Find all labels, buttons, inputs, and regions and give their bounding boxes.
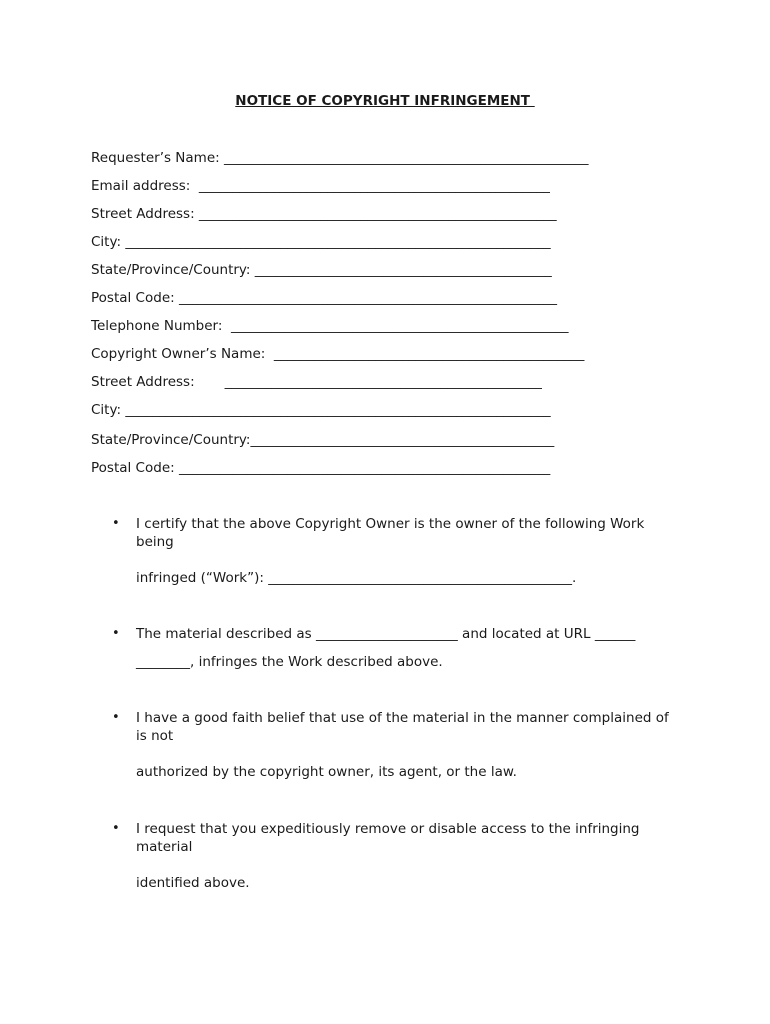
field-owner-state-province-country[interactable]: State/Province/Country:_____________________________________________ bbox=[91, 432, 555, 448]
material-described-line[interactable]: The material described as _____________________ and located at URL ______ bbox=[136, 626, 636, 642]
good-faith-belief-text: I have a good faith belief that use of the material in the manner complained of is not bbox=[136, 710, 669, 744]
field-copyright-owner-name[interactable]: Copyright Owner’s Name: ______________________________________________ bbox=[91, 346, 585, 362]
bullet-marker: • bbox=[112, 710, 120, 725]
bullet-marker: • bbox=[112, 516, 120, 531]
good-faith-continuation: authorized by the copyright owner, its agent, or the law. bbox=[136, 764, 517, 780]
removal-request-continuation: identified above. bbox=[136, 875, 250, 891]
field-owner-city[interactable]: City: _______________________________________________________________ bbox=[91, 402, 551, 418]
material-infringes-line[interactable]: ________, infringes the Work described above. bbox=[136, 654, 443, 670]
field-city[interactable]: City: _______________________________________________________________ bbox=[91, 234, 551, 250]
field-owner-postal-code[interactable]: Postal Code: _______________________________________________________ bbox=[91, 460, 551, 476]
field-email-address[interactable]: Email address: ____________________________________________________ bbox=[91, 178, 550, 194]
field-telephone-number[interactable]: Telephone Number: __________________________________________________ bbox=[91, 318, 569, 334]
document-title: NOTICE OF COPYRIGHT INFRINGEMENT bbox=[235, 93, 535, 109]
bullet-marker: • bbox=[112, 821, 120, 836]
field-state-province-country[interactable]: State/Province/Country: ____________________________________________ bbox=[91, 262, 552, 278]
certification-owner-text: I certify that the above Copyright Owner is the owner of the following Work being bbox=[136, 516, 645, 550]
field-street-address[interactable]: Street Address: _____________________________________________________ bbox=[91, 206, 557, 222]
work-infringed-line[interactable]: infringed (“Work”): _____________________________________________. bbox=[136, 570, 577, 586]
field-owner-street-address[interactable]: Street Address: _______________________________________________ bbox=[91, 374, 542, 390]
bullet-marker: • bbox=[112, 626, 120, 641]
removal-request-text: I request that you expeditiously remove or disable access to the infringing material bbox=[136, 821, 640, 855]
field-requester-name[interactable]: Requester’s Name: ______________________________________________________ bbox=[91, 150, 589, 166]
field-postal-code[interactable]: Postal Code: ________________________________________________________ bbox=[91, 290, 557, 306]
